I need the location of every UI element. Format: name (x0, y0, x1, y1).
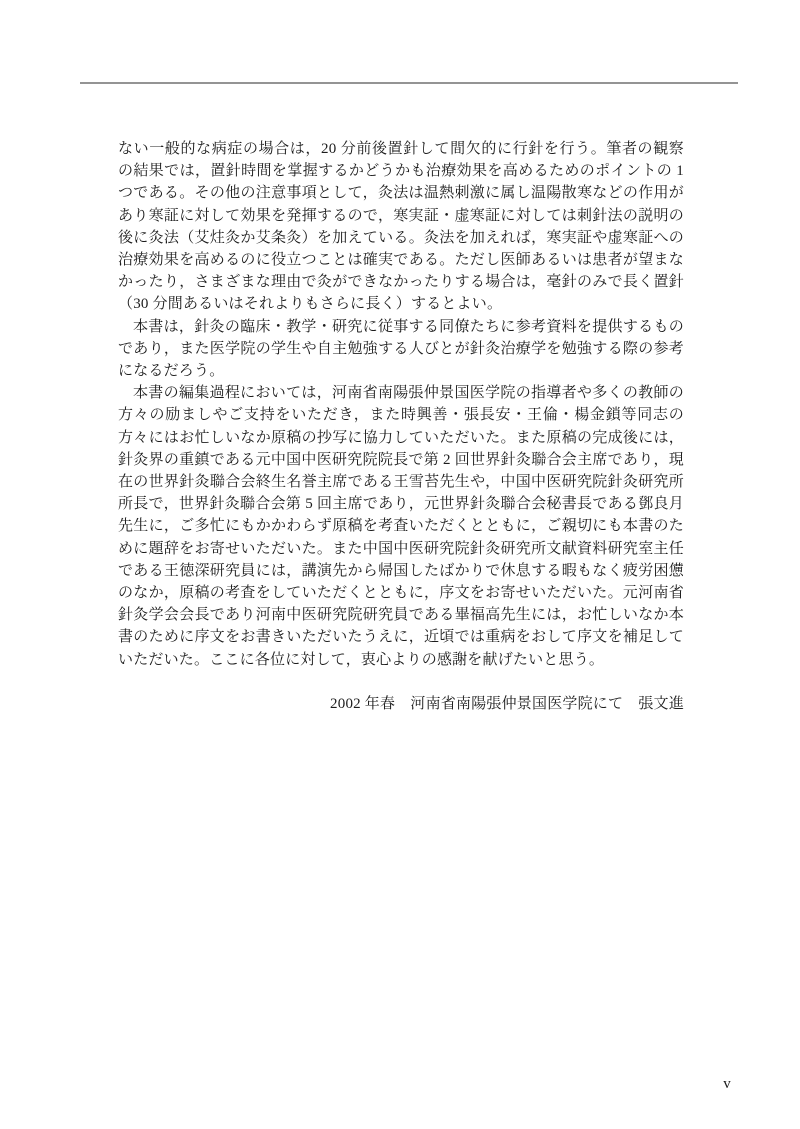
paragraph-3: 本書の編集過程においては，河南省南陽張仲景国医学院の指導者や多くの教師の方々の励ましやご支持をいただき，また時興善・張長安・王倫・楊金鎖等同志の方々にはお忙しいなか原稿の抄写に協力していただいた。また原稿の完成後には，針灸界の重鎮である元中国中医研究院院長で第 2 回世界針灸聯合会主席であり，現在の世界針灸聯合会終生名誉主席である王雪苔先生や，中国中医研究院針灸研究所所長で，世界針灸聯合会第 5 回主席であり，元世界針灸聯合会秘書長である鄧良月先生に，ご多忙にもかかわらず原稿を考査いただくとともに，ご親切にも本書のために題辞をお寄せいただいた。また中国中医研究院針灸研究所文献資料研究室主任である王徳深研究員には，講演先から帰国したばかりで休息する暇もなく疲労困憊のなか，原稿の考査をしていただくとともに，序文をお寄せいただいた。元河南省針灸学会会長であり河南中医研究院研究員である畢福高先生には，お忙しいなか本書のために序文をお書きいただいたうえに，近頃では重病をおして序文を補足していただいた。ここに各位に対して，衷心よりの感謝を献げたいと思う。 (118, 385, 684, 668)
paragraph-1: ない一般的な病症の場合は，20 分前後置針して間欠的に行針を行う。筆者の観察の結果では，置針時間を掌握するかどうかも治療効果を高めるためのポイントの 1 つである。その他の注意事項として，灸法は温熱刺激に属し温陽散寒などの作用があり寒証に対して効果を発揮するので，寒実証・虚寒証に対しては刺針法の説明の後に灸法（艾炷灸か艾条灸）を加えている。灸法を加えれば，寒実証や虚寒証への治療効果を高めるのに役立つことは確実である。ただし医師あるいは患者が望まなかったり，さまざまな理由で灸ができなかったりする場合は，毫針のみで長く置針（30 分間あるいはそれよりもさらに長く）するとよい。 (118, 141, 684, 313)
paragraph-2: 本書は，針灸の臨床・教学・研究に従事する同僚たちに参考資料を提供するものであり，また医学院の学生や自主勉強する人びとが針灸治療学を勉強する際の参考になるだろう。 (118, 318, 684, 380)
page-number: v (723, 1076, 731, 1092)
preface-text-block (118, 138, 684, 715)
author-signature: 2002 年春 河南省南陽張仲景国医学院にて 張文進 (330, 696, 684, 713)
header-rule (80, 82, 738, 84)
